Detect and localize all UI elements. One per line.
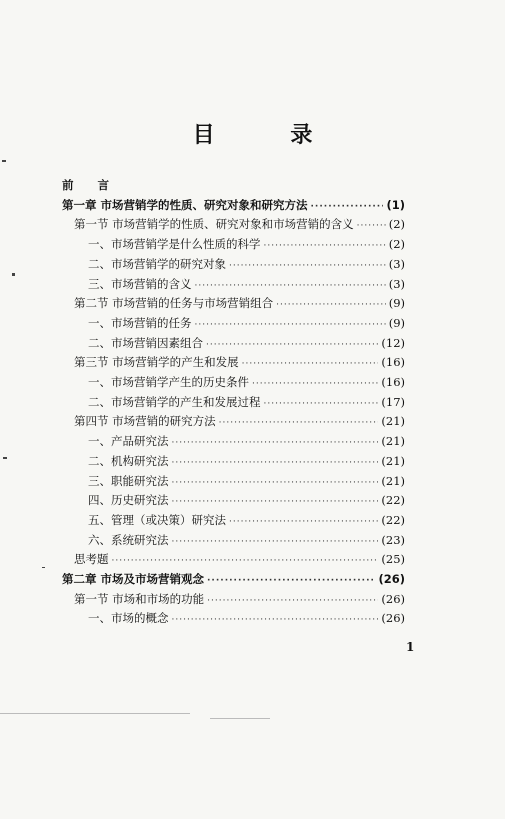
toc-entry-label: 二、市场营销学的研究对象 xyxy=(88,256,226,271)
toc-entry-page: (26) xyxy=(381,591,405,606)
toc-entry-page: (21) xyxy=(381,434,405,449)
toc-leader-dots xyxy=(264,395,379,414)
toc-leader-dots xyxy=(172,611,379,630)
toc-entry-label: 一、市场的概念 xyxy=(88,611,169,626)
toc-entry-page: (9) xyxy=(388,296,405,311)
toc-leader-dots xyxy=(172,434,379,453)
toc-entry-label: 五、管理（或决策）研究法 xyxy=(88,512,226,527)
toc-entry-page: (25) xyxy=(381,552,405,567)
toc-entry-sub xyxy=(88,531,405,550)
toc-entry-label: 二、市场营销因素组合 xyxy=(88,335,203,350)
toc-entry-sub xyxy=(88,373,405,392)
toc-entry-label: 一、市场营销的任务 xyxy=(88,315,192,330)
toc-entry-sub xyxy=(88,609,405,628)
toc-leader-dots xyxy=(172,474,379,493)
toc-entry-section xyxy=(74,353,405,372)
toc-entry-sub xyxy=(88,432,405,451)
toc-entry-page: (3) xyxy=(388,256,405,271)
toc-leader-dots xyxy=(357,217,386,236)
toc-entry-page: (26) xyxy=(381,611,405,626)
toc-entry-label: 第一章 市场营销学的性质、研究对象和研究方法 xyxy=(62,197,308,212)
toc-entry-label: 一、市场营销学产生的历史条件 xyxy=(88,375,249,389)
toc-leader-dots xyxy=(195,316,386,335)
toc-entry-page: (3) xyxy=(388,276,405,291)
toc-entry-label: 四、历史研究法 xyxy=(88,493,169,508)
toc-entry-section xyxy=(74,412,405,431)
toc-entry-sub xyxy=(88,511,405,530)
scan-mark xyxy=(12,273,15,276)
toc-entry-label: 三、市场营销的含义 xyxy=(88,276,192,291)
toc-entry-front xyxy=(62,176,405,195)
toc-entry-label: 前 言 xyxy=(62,178,120,192)
toc-leader-dots xyxy=(242,355,379,374)
toc-entry-label: 一、市场营销学是什么性质的科学 xyxy=(88,237,261,252)
toc-entry-chapter xyxy=(62,570,405,589)
toc-entry-label: 六、系统研究法 xyxy=(88,532,169,547)
toc-entry-page: (22) xyxy=(381,493,405,508)
toc-entry-page: (22) xyxy=(381,512,405,527)
toc-entry-label: 二、机构研究法 xyxy=(88,453,169,468)
toc-leader-dots xyxy=(264,237,386,256)
scan-mark xyxy=(42,567,45,568)
toc-leader-dots xyxy=(311,198,384,217)
toc-entry-page: (21) xyxy=(381,473,405,488)
toc-entry-page: (9) xyxy=(388,315,405,330)
toc-leader-dots xyxy=(172,533,379,552)
toc-leader-dots xyxy=(195,277,386,296)
toc-entry-label: 思考题 xyxy=(74,552,109,567)
toc-leader-dots xyxy=(229,257,386,276)
toc-entry-section xyxy=(74,215,405,234)
scan-line xyxy=(0,713,190,714)
scan-mark xyxy=(3,457,7,459)
toc-entry-sub xyxy=(88,393,405,412)
toc-leader-dots xyxy=(112,552,379,571)
toc-entry-sub xyxy=(88,334,405,353)
toc-leader-dots xyxy=(207,572,375,591)
toc-entry-page: (12) xyxy=(381,335,405,350)
scan-line xyxy=(210,718,270,719)
toc-entry-page: (16) xyxy=(381,355,405,370)
toc-entry-page: (26) xyxy=(378,572,405,586)
toc-entry-label: 三、职能研究法 xyxy=(88,473,169,488)
toc-entry-sub xyxy=(88,314,405,333)
toc-entry-sub xyxy=(88,452,405,471)
scan-mark xyxy=(2,160,6,162)
toc-entry-page: (21) xyxy=(381,453,405,468)
toc-entry-label: 第三节 市场营销学的产生和发展 xyxy=(74,355,239,370)
toc-entry-sub xyxy=(88,472,405,491)
toc-entry-label: 第一节 市场营销学的性质、研究对象和市场营销的含义 xyxy=(74,217,354,232)
toc-entry-page: (2) xyxy=(388,217,405,232)
toc-leader-dots xyxy=(172,454,379,473)
toc-entry-sub xyxy=(88,235,405,254)
page-number: 1 xyxy=(406,640,415,654)
toc-entry-page: (2) xyxy=(388,237,405,252)
toc-leader-dots xyxy=(252,375,378,394)
toc-entry-page: (21) xyxy=(381,414,405,429)
toc-entry-label: 第四节 市场营销的研究方法 xyxy=(74,414,216,429)
toc-entry-label: 第二节 市场营销的任务与市场营销组合 xyxy=(74,296,274,311)
toc-entry-label: 第二章 市场及市场营销观念 xyxy=(62,572,205,586)
toc-entry-label: 一、产品研究法 xyxy=(88,434,169,449)
toc-entry-sub xyxy=(88,275,405,294)
toc-leader-dots xyxy=(207,592,378,611)
toc-entry-page: (23) xyxy=(381,532,405,547)
toc-leader-dots xyxy=(172,493,379,512)
toc-entry-section xyxy=(74,550,405,569)
toc-entry-section xyxy=(74,294,405,313)
toc-entry-label: 二、市场营销学的产生和发展过程 xyxy=(88,394,261,409)
toc-leader-dots xyxy=(229,513,378,532)
toc-leader-dots xyxy=(219,414,379,433)
toc-entry-sub xyxy=(88,255,405,274)
toc-leader-dots xyxy=(276,296,386,315)
toc-entry-chapter xyxy=(62,196,405,215)
toc-leader-dots xyxy=(206,336,378,355)
toc-entry-page: (17) xyxy=(381,394,405,409)
toc-entry-section xyxy=(74,590,405,609)
toc-entry-label: 第一节 市场和市场的功能 xyxy=(74,591,205,606)
toc-entry-page: (1) xyxy=(386,197,405,212)
page-title: 目 录 xyxy=(192,123,347,148)
toc-entry-page: (16) xyxy=(381,375,405,389)
toc-entry-sub xyxy=(88,491,405,510)
